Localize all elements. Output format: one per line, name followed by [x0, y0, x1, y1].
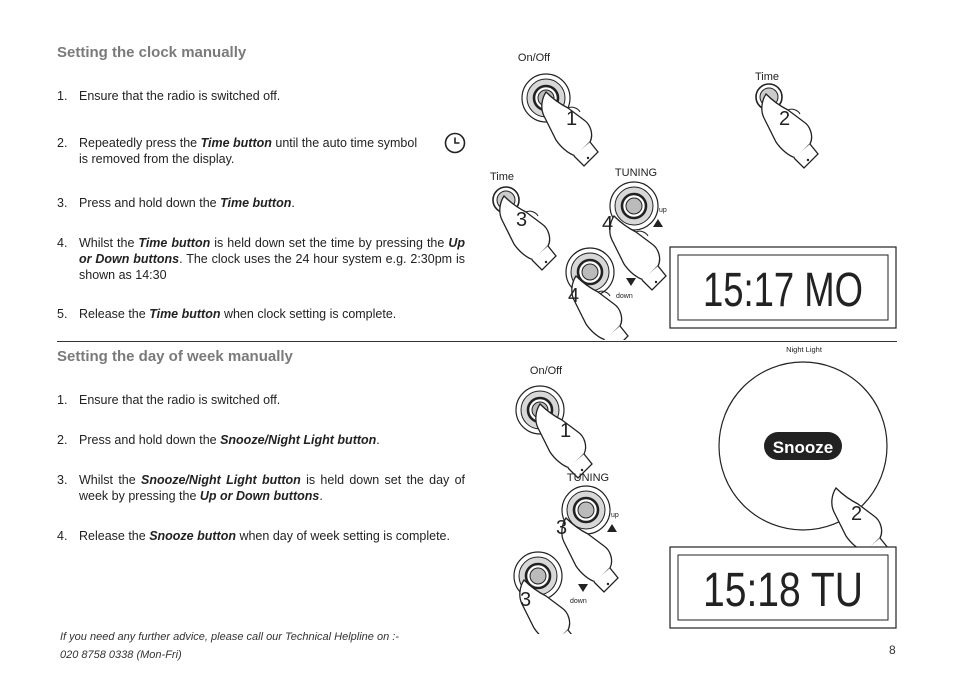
clock-step-1: 1. Ensure that the radio is switched off. [57, 89, 281, 103]
down-arrow-icon [578, 584, 588, 592]
clock-step-2: 2. Repeatedly press the Time button until the auto time symbol is removed from the display. [57, 136, 418, 166]
tuning-label: TUNING [566, 472, 610, 484]
snooze-label: Snooze [772, 438, 834, 457]
clock-setting-diagram [470, 40, 900, 340]
up-label: up [611, 512, 619, 519]
night-light-label: Night Light [786, 345, 822, 354]
step-mark: 3 [516, 209, 528, 231]
pointing-hand-icon [500, 196, 556, 270]
step-mark: 1 [560, 420, 572, 442]
clock-step-3: 3. Press and hold down the Time button. [57, 196, 295, 210]
day-step-2: 2. Press and hold down the Snooze/Night Light button. [57, 433, 380, 447]
up-label: up [659, 207, 667, 214]
section-title-day: Setting the day of week manually [57, 348, 293, 365]
page-number: 8 [889, 643, 896, 657]
section-title-clock: Setting the clock manually [57, 44, 247, 61]
section-divider [57, 341, 897, 342]
step-mark: 2 [851, 503, 863, 525]
time-label: Time [754, 71, 780, 83]
down-label: down [616, 293, 633, 300]
step-mark: 3 [556, 517, 568, 539]
step-mark: 3 [520, 589, 532, 611]
clock-step-4: 4. Whilst the Time button is held down set the time by pressing the Up or Down buttons. The clock uses the 24 hour system e.g. 2:30pm is shown as 14:30 [57, 236, 465, 282]
helpline-number: 020 8758 0338 (Mon-Fri) [60, 649, 182, 661]
day-step-4: 4. Release the Snooze button when day of week setting is complete. [57, 529, 450, 543]
day-setting-diagram [470, 344, 900, 634]
time-label: Time [489, 171, 515, 183]
lcd-display-text: 15:18 TU [703, 564, 863, 617]
step-mark: 4 [602, 213, 614, 235]
clock-step-5: 5. Release the Time button when clock setting is complete. [57, 307, 397, 321]
onoff-label: On/Off [517, 52, 551, 64]
helpline-text: If you need any further advice, please call our Technical Helpline on :- [60, 631, 399, 643]
up-arrow-icon [607, 524, 617, 532]
day-step-3: 3. Whilst the Snooze/Night Light button is held down set the day of week by pressing the Up or Down buttons. [57, 473, 465, 503]
step-mark: 4 [568, 285, 580, 307]
pointing-hand-icon [762, 94, 818, 168]
day-step-1: 1. Ensure that the radio is switched off. [57, 393, 281, 407]
step-mark: 1 [566, 108, 578, 130]
step-mark: 2 [779, 108, 791, 130]
onoff-label: On/Off [529, 365, 563, 377]
up-arrow-icon [653, 219, 663, 227]
clock-symbol-icon [443, 131, 467, 155]
lcd-display-text: 15:17 MO [703, 264, 863, 317]
tuning-label: TUNING [614, 167, 658, 179]
down-label: down [570, 598, 587, 605]
down-arrow-icon [626, 278, 636, 286]
